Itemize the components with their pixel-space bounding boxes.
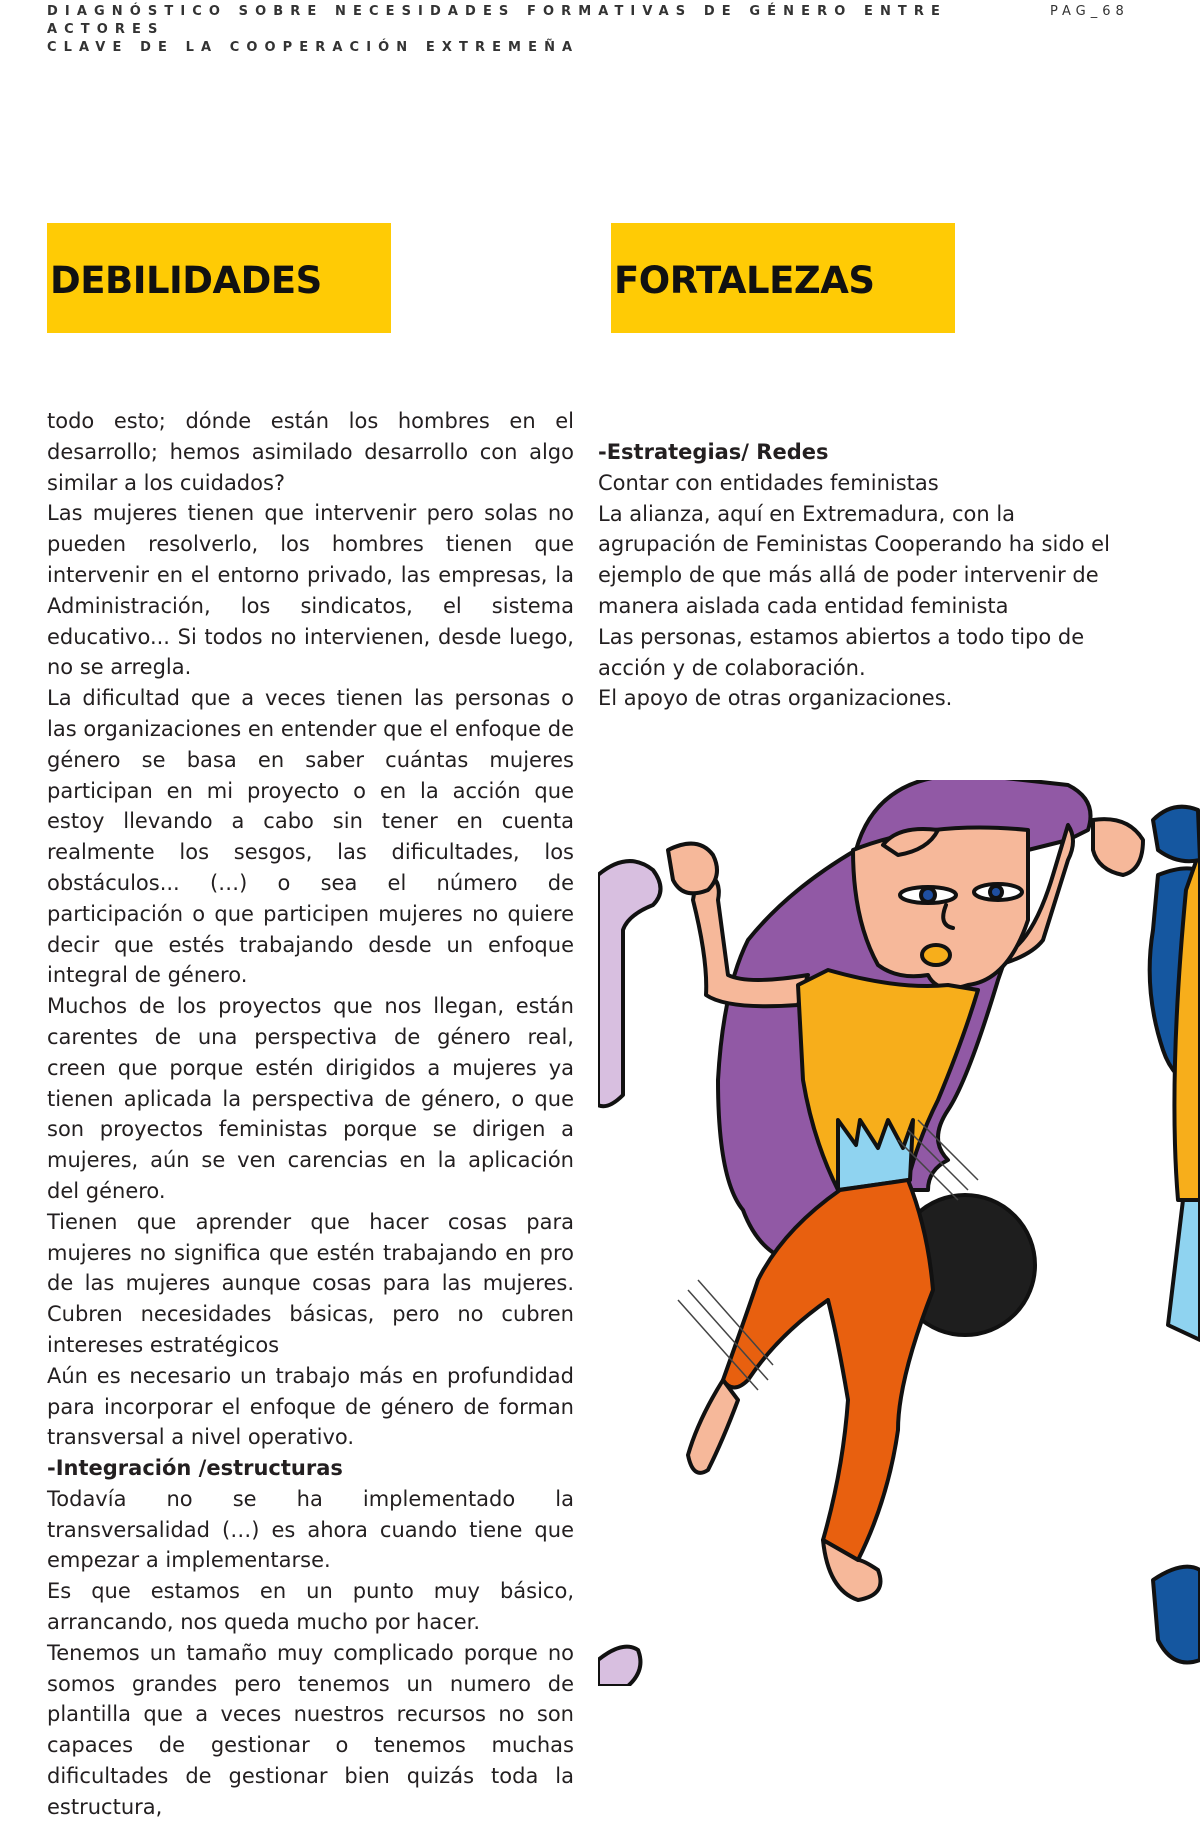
subheading-integracion: -Integración /estructuras [47,1456,343,1481]
fortalezas-heading-box [611,223,955,333]
pants [723,1180,933,1560]
lilac-foot [598,1647,640,1686]
right-iris [990,886,1002,898]
paragraph: Tienen que aprender que hacer cosas para mujeres no significa que estén trabajando en pro de las mujeres aunque cosas para las mujeres. Cubren necesidades básicas, pero no cubren intereses estratégicos [47,1209,574,1357]
dancing-women-illustration [598,780,1200,1686]
paragraph: Todavía no se ha implementado la transversalidad (…) es ahora cuando tiene que empezar a implementarse. [47,1486,574,1573]
debilidades-heading-box [47,223,391,333]
light-blue-skirt [1168,1200,1200,1340]
paragraph: Contar con entidades feministas [598,470,939,495]
fortalezas-heading: FORTALEZAS [614,258,875,302]
left-iris [921,888,935,902]
left-hand [668,844,717,894]
blue-hand-top [1153,807,1200,862]
paragraph: La alianza, aquí en Extremadura, con la agrupación de Feministas Cooperando ha sido el ejemplo de que más allá de poder intervenir de manera aislada cada entidad feminista [598,501,1110,618]
page-number: PAG_68 [1050,4,1129,19]
paragraph: Aún es necesario un trabajo más en profundidad para incorporar el enfoque de género de forman transversal a nivel operativo. [47,1363,574,1450]
paragraph: Es que estamos en un punto muy básico, arrancando, nos queda mucho por hacer. [47,1579,574,1635]
debilidades-column [47,406,574,1823]
mouth [922,945,950,965]
paragraph: Tenemos un tamaño muy complicado porque no somos grandes pero tenemos un numero de plantilla que a veces nuestros recursos no son capaces de gestionar o tenemos muchas dificultades de gestionar bien quizás toda la estructura, [47,1640,574,1819]
subheading-estrategias: -Estrategias/ Redes [598,440,829,464]
lilac-arm [598,861,661,1106]
document-title-line-1: DIAGNÓSTICO SOBRE NECESIDADES FORMATIVAS DE GÉNERO ENTRE ACTORES [47,4,947,37]
paragraph: El apoyo de otras organizaciones. [598,686,953,711]
paragraph: La dificultad que a veces tienen las personas o las organizaciones en entender que el enfoque de género se basa en saber cuántas mujeres participan en mi proyecto o en la acción que estoy llevando a cabo sin tener en cuenta realmente los sesgos, las dificultades, los obstáculos... (…) o sea el número de participación o que participen mujeres no quiere decir que estés trabajando desde un enfoque integral de género. [47,686,574,988]
paragraph: Las personas, estamos abiertos a todo tipo de acción y de colaboración. [598,624,1085,680]
paragraph: Las mujeres tienen que intervenir pero solas no pueden resolverlo, los hombres tienen que intervenir en el entorno privado, las empresas, la Administración, los sindicatos, el sistema educativo... Si todos no intervienen, desde luego, no se arregla. [47,501,574,680]
right-hand [1093,819,1143,875]
blue-foot [1153,1567,1200,1663]
paragraph: todo esto; dónde están los hombres en el desarrollo; hemos asimilado desarrollo con algo similar a los cuidados? [47,409,574,495]
paragraph: Muchos de los proyectos que nos llegan, están carentes de una perspectiva de género real, creen que porque estén dirigidos a mujeres ya tienen aplicada la perspectiva de género, o que son proyectos feministas porque se dirigen a mujeres, aún se ven carencias en la aplicación del género. [47,994,574,1203]
document-title-line-2: CLAVE DE LA COOPERACIÓN EXTREMEÑA [47,40,580,55]
debilidades-heading: DEBILIDADES [50,258,322,302]
left-leg [688,1380,738,1473]
document-title [47,3,947,57]
fortalezas-column [598,437,1126,714]
